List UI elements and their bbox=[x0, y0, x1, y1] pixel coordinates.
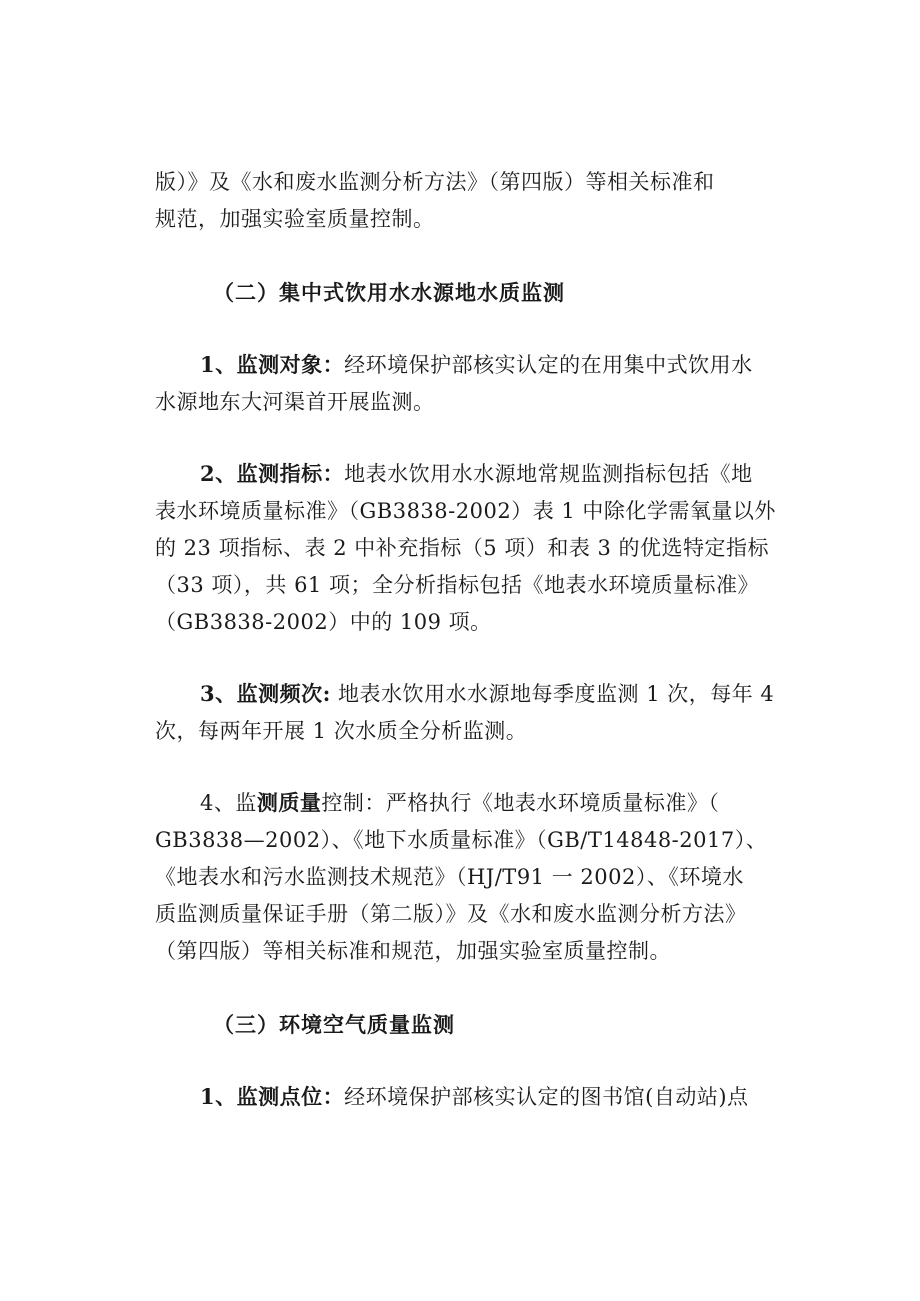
item-1-line-1 bbox=[200, 351, 753, 379]
item-2-text: 地表水饮用水水源地常规监测指标包括《地 bbox=[344, 462, 753, 486]
item-1-line-2: 水源地东大河渠首开展监测。 bbox=[155, 390, 435, 414]
item-2-line-5: （GB3838-2002）中的 109 项。 bbox=[155, 610, 492, 634]
intro-line-2: 规范，加强实验室质量控制。 bbox=[155, 207, 435, 231]
item-1-text: 经环境保护部核实认定的在用集中式饮用水 bbox=[344, 353, 753, 377]
item-2-line-1 bbox=[200, 460, 753, 488]
item-3-label: 3、监测频次: bbox=[200, 681, 331, 706]
item-4-bold: 测质量 bbox=[256, 790, 322, 815]
section-heading-3: （三）环境空气质量监测 bbox=[213, 1012, 455, 1037]
section-heading-2: （二）集中式饮用水水源地水质监测 bbox=[213, 280, 565, 305]
item-4-line-2: GB3838—2002）、《地下水质量标准》（GB/T14848-2017）、 bbox=[155, 828, 768, 852]
item-4-line-3: 《地表水和污水监测技术规范》（HJ/T91 一 2002）、《环境水 bbox=[155, 865, 744, 889]
section-3-item-1-label: 1、监测点位： bbox=[200, 1084, 345, 1109]
item-2-line-3: 的 23 项指标、表 2 中补充指标（5 项）和表 3 的优选特定指标 bbox=[155, 536, 770, 560]
item-3-text: 地表水饮用水水源地每季度监测 1 次，每年 4 bbox=[330, 682, 775, 706]
item-3-line-2: 次，每两年开展 1 次水质全分析监测。 bbox=[155, 719, 528, 743]
item-4-line-4: 质监测质量保证手册（第二版）》及《水和废水监测分析方法》 bbox=[155, 902, 747, 926]
item-4-line-5: （第四版）等相关标准和规范，加强实验室质量控制。 bbox=[155, 939, 671, 963]
section-3-item-1-line-1 bbox=[200, 1083, 749, 1111]
item-4-line-1 bbox=[200, 789, 719, 817]
item-4-text: 控制：严格执行《地表水环境质量标准》（ bbox=[321, 791, 720, 815]
item-2-label: 2、监测指标： bbox=[200, 461, 345, 486]
item-2-line-2: 表水环境质量标准》（GB3838-2002）表 1 中除化学需氧量以外 bbox=[155, 499, 776, 523]
intro-line-1: 版）》及《水和废水监测分析方法》（第四版）等相关标准和 bbox=[155, 170, 715, 194]
section-3-item-1-text: 经环境保护部核实认定的图书馆(自动站)点 bbox=[344, 1085, 749, 1109]
item-1-label: 1、监测对象： bbox=[200, 352, 345, 377]
item-4-prefix: 4、监 bbox=[200, 791, 257, 815]
item-2-line-4: （33 项），共 61 项；全分析指标包括《地表水环境质量标准》 bbox=[155, 573, 759, 597]
item-3-line-1 bbox=[200, 680, 774, 708]
